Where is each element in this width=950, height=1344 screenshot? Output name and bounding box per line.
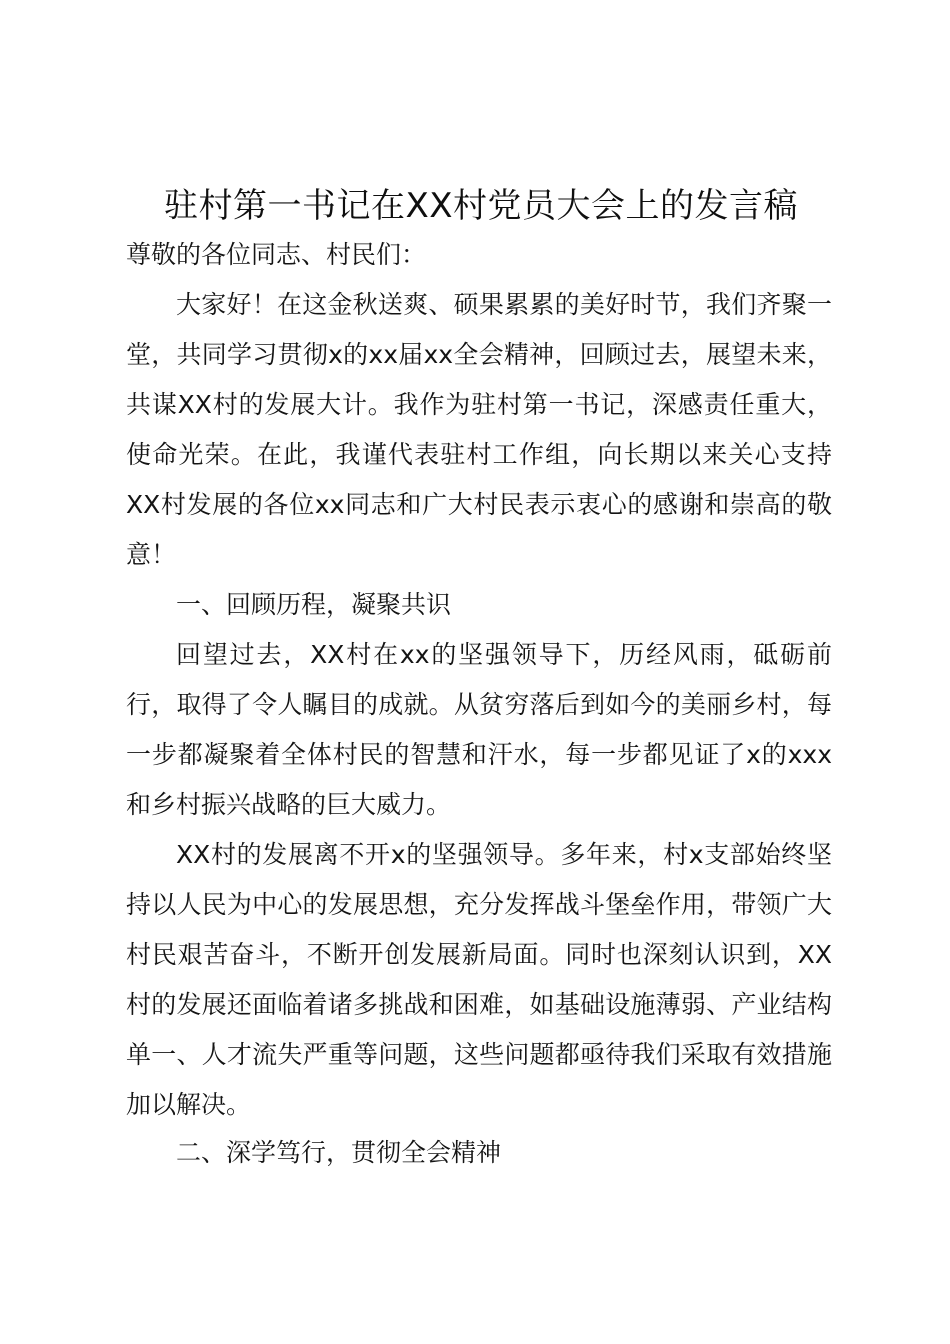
section-heading-2: 二、深学笃行，贯彻全会精神 <box>176 1138 502 1167</box>
paragraph-leadership: XX村的发展离不开x的坚强领导。多年来，村x支部始终坚持以人民为中心的发展思想，充分发挥战斗堡垒作用，带领广大村民艰苦奋斗，不断开创发展新局面。同时也深刻认识到，XX村的发展还面临着诸多挑战和困难，如基础设施薄弱、产业结构单一、人才流失严重等问题，这些问题都亟待我们采取有效措施加以解决。 <box>126 840 832 1119</box>
paragraph-review: 回望过去，XX村在xx的坚强领导下，历经风雨，砥砺前行，取得了令人瞩目的成就。从贫穷落后到如今的美丽乡村，每一步都凝聚着全体村民的智慧和汗水，每一步都见证了x的xxx和乡村振兴战略的巨大威力。 <box>126 640 832 819</box>
document-title: 驻村第一书记在XX村党员大会上的发言稿 <box>163 186 799 226</box>
section-heading-1: 一、回顾历程，凝聚共识 <box>176 590 452 619</box>
salutation: 尊敬的各位同志、村民们： <box>126 240 427 269</box>
paragraph-opening: 大家好！在这金秋送爽、硕果累累的美好时节，我们齐聚一堂，共同学习贯彻x的xx届xx全会精神，回顾过去，展望未来，共谋XX村的发展大计。我作为驻村第一书记，深感责任重大，使命光荣。在此，我谨代表驻村工作组，向长期以来关心支持XX村发展的各位xx同志和广大村民表示衷心的感谢和崇高的敬意！ <box>126 290 832 569</box>
